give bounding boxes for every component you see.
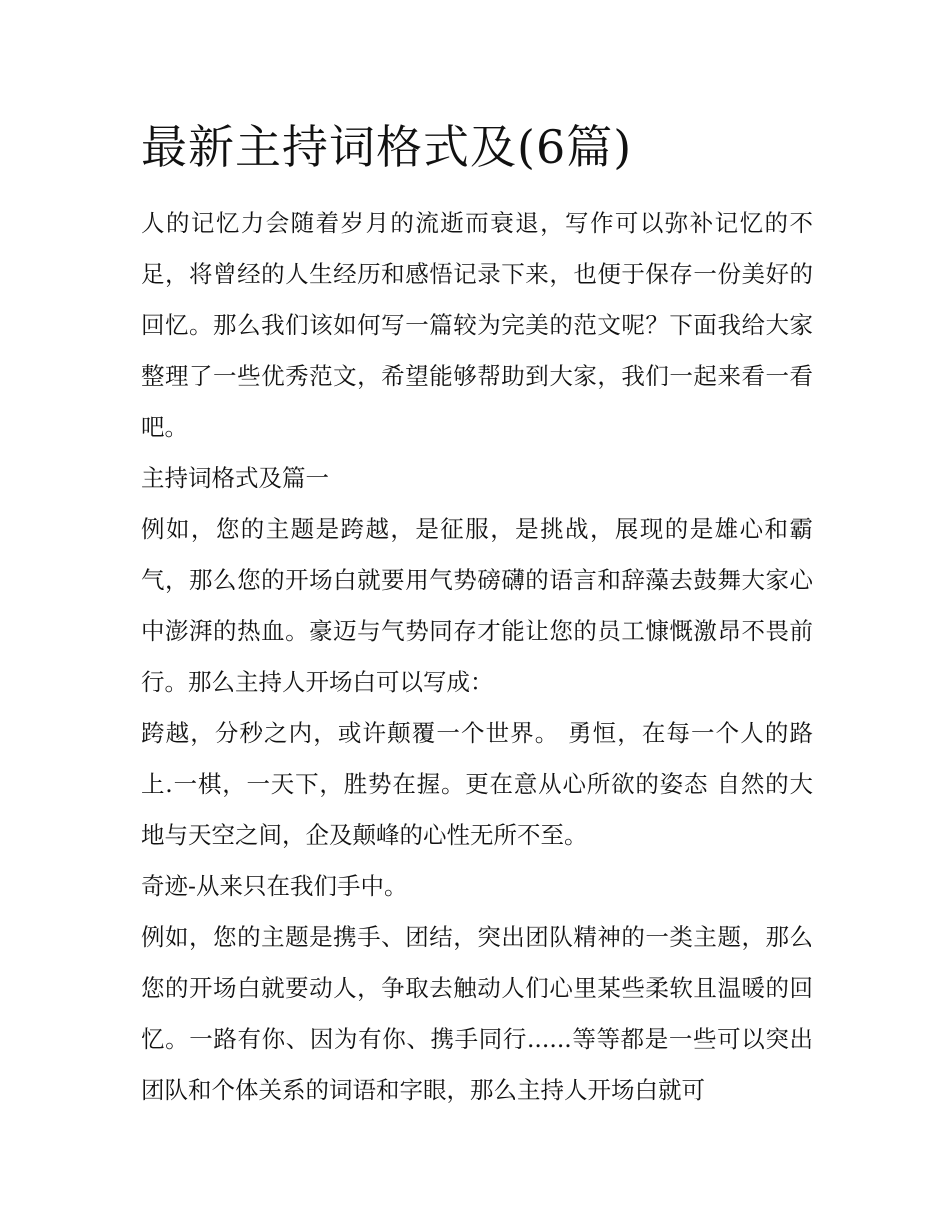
document-title: 最新主持词格式及(6篇) — [141, 120, 633, 174]
document-body — [141, 198, 813, 1116]
body-paragraph: 例如，您的主题是跨越，是征服，是挑战，展现的是雄心和霸气，那么您的开场白就要用气势磅礴的语言和辞藻去鼓舞大家心中澎湃的热血。豪迈与气势同存才能让您的员工慷慨激昂不畏前行。那么主持人开场白可以写成： — [141, 515, 813, 696]
section-heading: 主持词格式及篇一 — [141, 464, 329, 492]
body-paragraph: 例如，您的主题是携手、团结，突出团队精神的一类主题，那么您的开场白就要动人，争取去触动人们心里某些柔软且温暖的回忆。一路有你、因为有你、携手同行......等等都是一些可以突出团队和个体关系的词语和字眼，那么主持人开场白就可 — [141, 923, 813, 1104]
body-paragraph: 奇迹-从来只在我们手中。 — [141, 872, 408, 900]
intro-paragraph: 人的记忆力会随着岁月的流逝而衰退，写作可以弥补记忆的不足，将曾经的人生经历和感悟记录下来，也便于保存一份美好的回忆。那么我们该如何写一篇较为完美的范文呢？下面我给大家整理了一些优秀范文，希望能够帮助到大家，我们一起来看一看吧。 — [141, 209, 813, 441]
body-paragraph: 跨越，分秒之内，或许颠覆一个世界。 勇恒，在每一个人的路上.一棋，一天下，胜势在握。更在意从心所欲的姿态 自然的大地与天空之间，企及颠峰的心性无所不至。 — [141, 719, 813, 849]
